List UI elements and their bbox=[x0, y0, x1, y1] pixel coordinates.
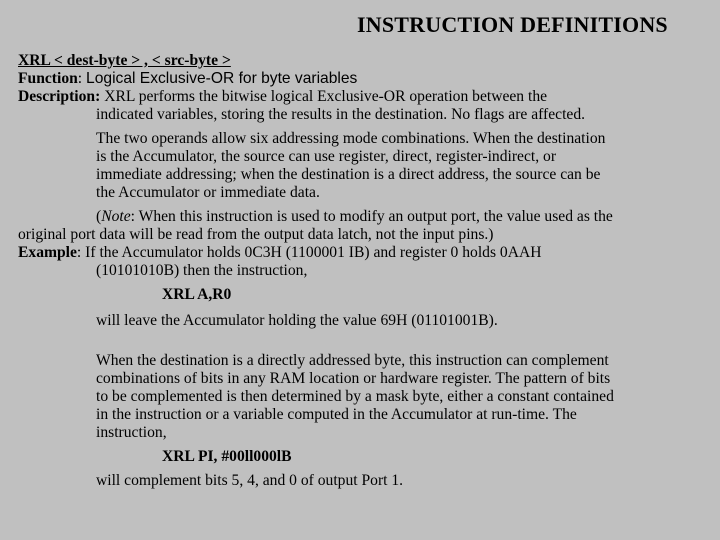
note-line: (Note: When this instruction is used to modify an output port, the value used as the bbox=[96, 208, 613, 225]
function-sep: : bbox=[77, 70, 83, 87]
example-line: instruction, bbox=[96, 424, 167, 441]
page-title: INSTRUCTION DEFINITIONS bbox=[357, 12, 668, 37]
example-paragraph-2 bbox=[18, 352, 702, 442]
description-line: The two operands allow six addressing mode combinations. When the destination bbox=[96, 130, 606, 147]
example-line: If the Accumulator holds 0C3H (1100001 IB) and register 0 holds 0AAH bbox=[85, 244, 542, 261]
example-code-1: XRL A,R0 bbox=[162, 286, 232, 303]
example-code-2: XRL PI, #00ll000lB bbox=[162, 448, 292, 465]
function-label: Function bbox=[18, 70, 78, 87]
example-line: When the destination is a directly addressed byte, this instruction can complement bbox=[96, 352, 609, 369]
description-line: XRL performs the bitwise logical Exclusive-OR operation between the bbox=[104, 88, 548, 105]
example-result-2: will complement bits 5, 4, and 0 of output Port 1. bbox=[96, 472, 404, 489]
example-result-1: will leave the Accumulator holding the value 69H (01101001B). bbox=[96, 312, 498, 329]
example-line: combinations of bits in any RAM location or hardware register. The pattern of bits bbox=[96, 370, 611, 387]
example-line: (10101010B) then the instruction, bbox=[96, 262, 308, 279]
function-text: Logical Exclusive-OR for byte variables bbox=[86, 70, 358, 87]
description-line: immediate addressing; when the destination is a direct address, the source can be bbox=[96, 166, 601, 183]
example-row: Example: If the Accumulator holds 0C3H (1100001 IB) and register 0 holds 0AAH bbox=[18, 244, 542, 261]
description-label: Description: bbox=[18, 88, 101, 105]
note-paragraph bbox=[18, 208, 702, 244]
instruction-syntax: XRL < dest-byte > , < src-byte > bbox=[18, 52, 231, 69]
example-label: Example bbox=[18, 244, 77, 261]
example-line: to be complemented is then determined by a mask byte, either a constant contained bbox=[96, 388, 614, 405]
description-line: is the Accumulator, the source can use register, direct, register-indirect, or bbox=[96, 148, 557, 165]
description-line: the Accumulator or immediate data. bbox=[96, 184, 320, 201]
example-line: in the instruction or a variable computed in the Accumulator at run-time. The bbox=[96, 406, 577, 423]
definition-body bbox=[18, 52, 702, 490]
description-paragraph-2 bbox=[18, 130, 702, 202]
function-row bbox=[18, 70, 702, 88]
note-line: original port data will be read from the output data latch, not the input pins.) bbox=[18, 226, 494, 243]
description-row bbox=[18, 88, 702, 106]
note-label: Note bbox=[101, 208, 131, 225]
description-line: indicated variables, storing the results in the destination. No flags are affected. bbox=[96, 106, 586, 123]
